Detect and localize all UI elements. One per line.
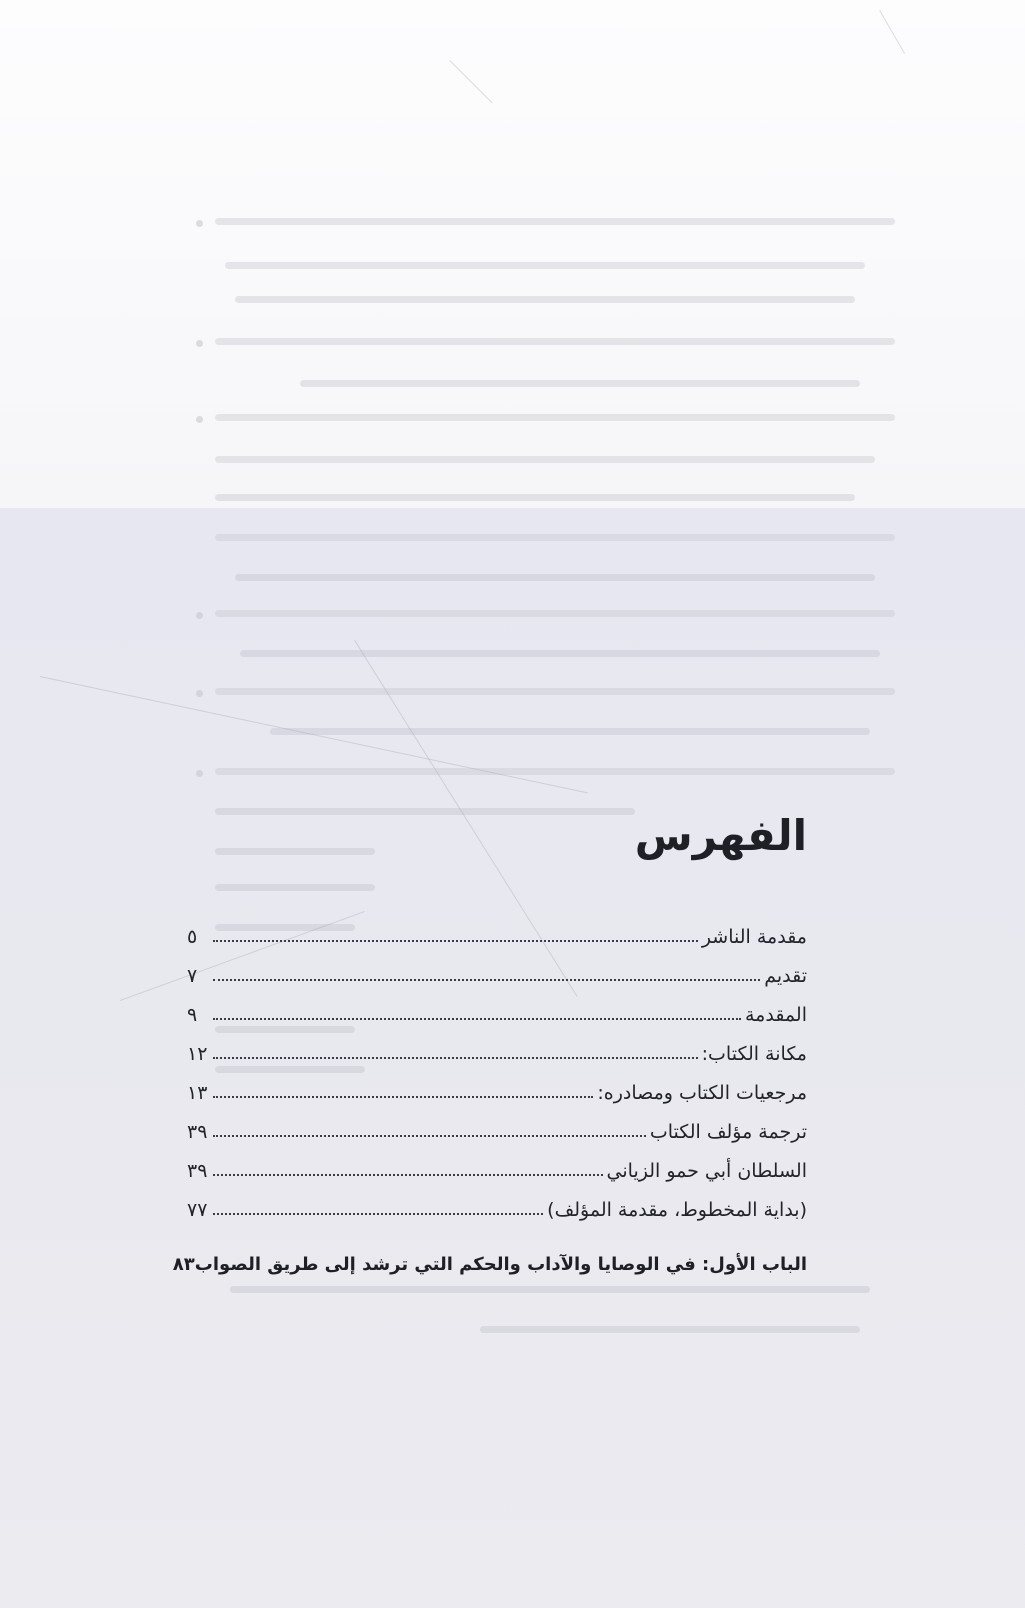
toc-entry <box>187 1191 807 1221</box>
toc-entry-label: (بداية المخطوط، مقدمة المؤلف) <box>547 1199 807 1221</box>
toc-title: الفهرس <box>634 811 807 860</box>
dot-leader <box>213 1057 698 1059</box>
toc-entry-label: المقدمة <box>744 1004 807 1026</box>
toc-entry <box>187 1152 807 1182</box>
toc-entry <box>187 957 807 987</box>
dot-leader <box>213 1096 593 1098</box>
toc-entry-page: ٩ <box>187 1004 198 1026</box>
toc-entry <box>187 1113 807 1143</box>
toc-entry-label: تقديم <box>764 965 807 987</box>
dot-leader <box>213 979 760 981</box>
toc-entry-page: ٧ <box>187 965 198 987</box>
toc-entry-page: ٥ <box>187 926 198 948</box>
dot-leader <box>213 940 698 942</box>
toc-entry-label: السلطان أبي حمو الزياني <box>606 1160 807 1182</box>
chapter-label: الباب الأول: في الوصايا والآداب والحكم التي ترشد إلى طريق الصواب <box>194 1254 807 1275</box>
toc-entry-label: مقدمة الناشر <box>701 926 807 948</box>
toc-entry-label: مرجعيات الكتاب ومصادره: <box>597 1082 807 1104</box>
dot-leader <box>213 1213 543 1215</box>
toc-entry-page: ٧٧ <box>187 1199 208 1221</box>
toc-entry <box>187 1035 807 1065</box>
toc-entry-page: ٣٩ <box>187 1121 208 1143</box>
dot-leader <box>213 1174 603 1176</box>
chapter-page: ٨٣ <box>172 1254 195 1275</box>
dot-leader <box>213 1018 741 1020</box>
toc-entry-label: مكانة الكتاب: <box>701 1043 807 1065</box>
toc-entry <box>187 1074 807 1104</box>
dot-leader <box>213 1135 646 1137</box>
toc-entry-page: ١٢ <box>187 1043 208 1065</box>
toc-entry-page: ١٣ <box>187 1082 208 1104</box>
toc-entry-label: ترجمة مؤلف الكتاب <box>649 1121 807 1143</box>
toc-entry-page: ٣٩ <box>187 1160 208 1182</box>
toc-entry <box>187 996 807 1026</box>
toc-chapter-entry <box>172 1254 807 1275</box>
toc-entry <box>187 918 807 948</box>
